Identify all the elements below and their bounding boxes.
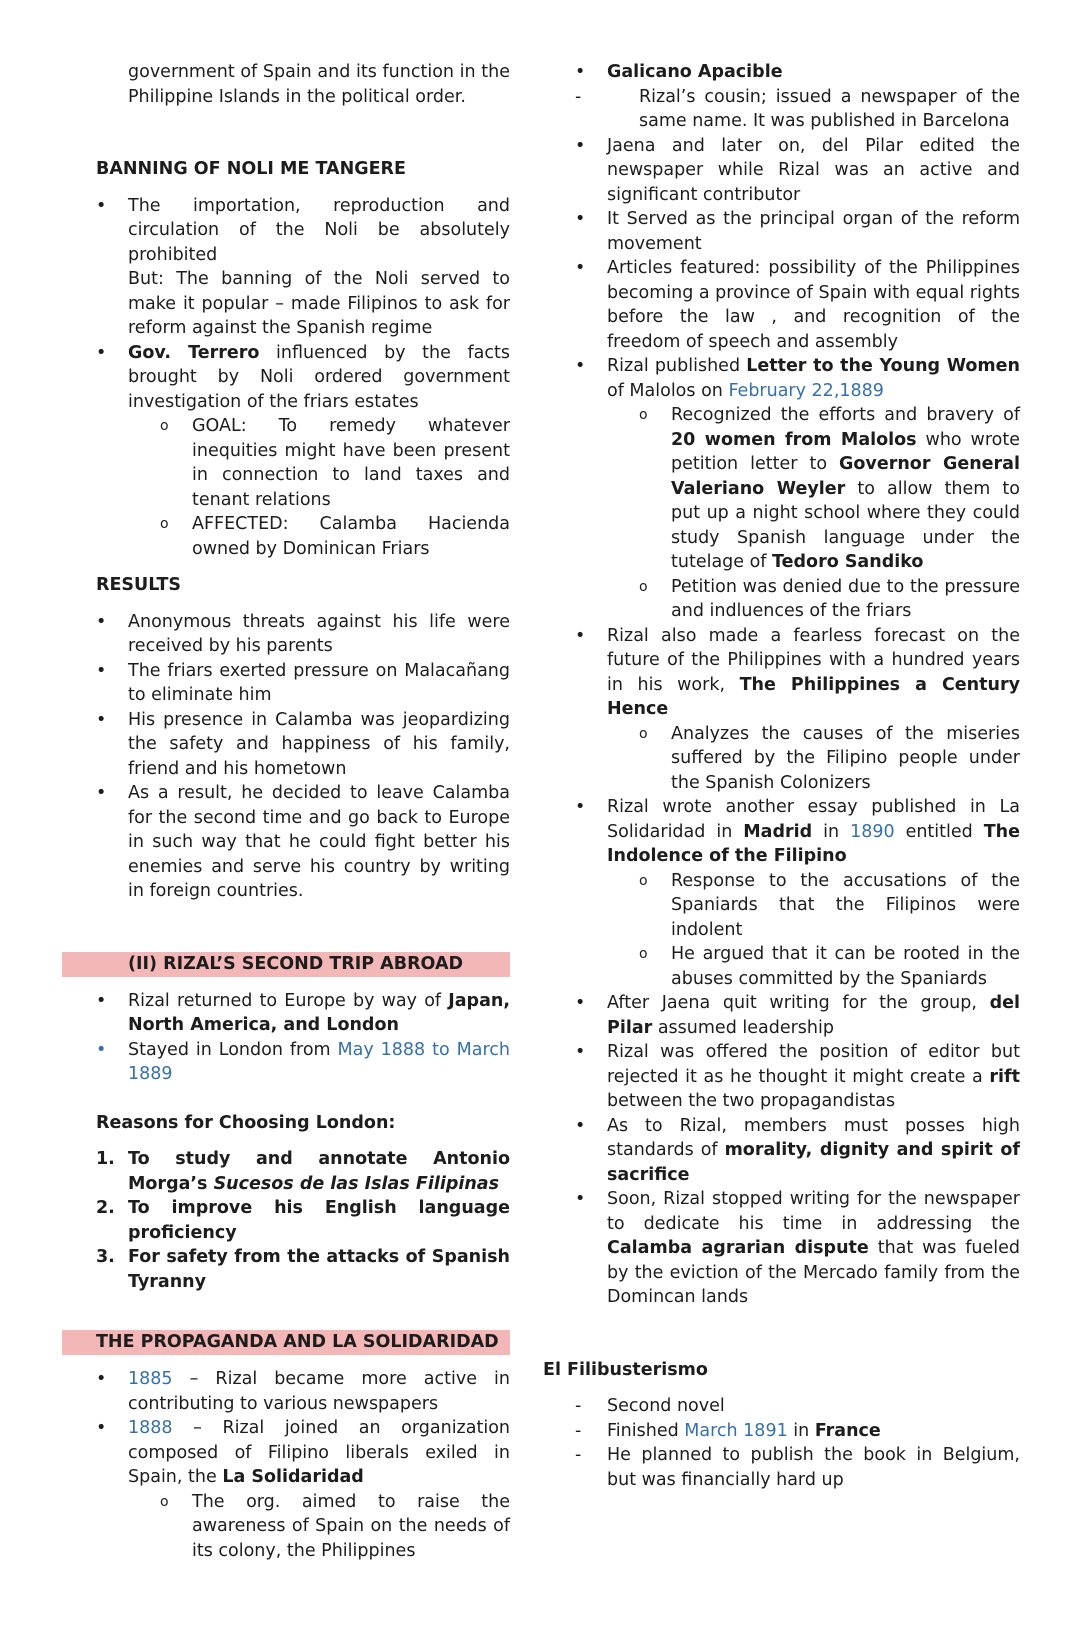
reason-text: For safety from the attacks of Spanish Tyranny [128,1247,510,1292]
list-item [575,624,1020,722]
governor-name: Governor General Valeriano Weyler [671,454,1020,499]
date-highlight: March 1891 [684,1420,788,1441]
essay-text: in [812,821,851,842]
trip-text: Rizal returned to Europe by way of [128,990,449,1011]
propaganda-text: – Rizal became more active in contributing to various newspapers [128,1369,510,1414]
sub-list-item: o Petition was denied due to the pressure and indluences of the friars [575,575,1020,624]
sub-list-item: o GOAL: To remedy whatever inequities might have been present in connection to land taxes and tenant relations [96,414,510,512]
trip-route: Japan, North America, and London [128,990,510,1035]
section-banner [62,1330,510,1355]
person-name: Galicano Apacible [607,62,783,82]
numbered-item [96,1196,510,1245]
list-item [96,989,510,1038]
intro-text: government of Spain and its function in the Philippine Islands in the political order. [128,62,510,107]
dash-item [575,1443,1020,1492]
leadership-text: assumed leadership [652,1017,834,1038]
date-highlight: May 1888 to March 1889 [128,1039,510,1084]
banning-item-text: The importation, reproduction and circulation of the Noli be absolutely prohibited [128,195,510,265]
women-group: 20 women from Malolos [671,429,917,450]
list-item: • The friars exerted pressure on Malacañang to eliminate him [96,659,510,708]
year-highlight: 1888 [128,1418,173,1438]
leadership-text: After Jaena quit writing for the group, [607,993,990,1013]
governor-name: Gov. Terrero [128,342,260,363]
numbered-item [96,1245,510,1294]
list-item: • Jaena and later on, del Pilar edited the newspaper while Rizal was an active and significant contributor [575,134,1020,208]
list-item: • His presence in Calamba was jeopardizing the safety and happiness of his family, friend and his hometown [96,708,510,782]
letter-detail: who wrote petition letter to [671,429,1020,474]
banning-heading: BANNING OF NOLI ME TANGERE [96,159,406,179]
dispute-name: Calamba agrarian dispute [607,1238,869,1258]
rift-word: rift [989,1066,1020,1087]
list-item [575,1114,1020,1188]
results-heading: RESULTS [96,575,182,595]
sub-list-item [575,403,1020,575]
soon-text: that was fueled by the eviction of the Mercado family from the Domincan lands [607,1238,1020,1307]
trip-text: Stayed in London from [128,1039,338,1060]
fili-text: He planned to publish the book in Belgium, but was financially hard up [607,1445,1020,1490]
sub-list-item: o The org. aimed to raise the awareness of Spain on the needs of its colony, the Philippines [96,1490,510,1564]
item-number: 2. [96,1198,115,1218]
list-item [96,1367,510,1416]
fili-text: Second novel [607,1396,725,1416]
list-item [575,60,1020,85]
reason-text: To study and annotate Antonio Morga’s [128,1149,510,1194]
date-highlight: February 22,1889 [728,380,884,401]
sub-list-item: o Response to the accusations of the Spaniards that the Filipinos were indolent [575,869,1020,943]
letter-text: Rizal published [607,356,747,376]
letter-title: Letter to the Young Women [746,356,1020,376]
tutor-name: Tedoro Sandiko [772,552,924,572]
right-column [543,60,1020,1492]
banning-item-text: influenced by the facts brought by Noli ordered government investigation of the friars estates [128,342,511,412]
list-item [575,1187,1020,1310]
list-item: • It Served as the principal organ of the reform movement [575,207,1020,256]
list-item [575,354,1020,403]
fili-text: in [787,1420,815,1441]
second-trip-heading: (II) RIZAL’S SECOND TRIP ABROAD [128,953,464,974]
year-highlight: 1890 [850,821,895,842]
editor-text: between the two propagandistas [607,1091,896,1111]
essay-text: Rizal wrote another essay published in La Solidaridad in [607,797,1020,842]
numbered-item [96,1147,510,1196]
dash-item [575,1394,1020,1419]
place-name: France [814,1420,881,1441]
book-title: Sucesos de las Islas Filipinas [213,1173,500,1194]
members-text: As to Rizal, members must posses high standards of [607,1115,1020,1160]
dash-item [575,1419,1020,1444]
essay-title: The Indolence of the Filipino [607,821,1020,866]
sub-list-item: o Analyzes the causes of the miseries suffered by the Filipino people under the Spanish Colonizers [575,722,1020,796]
propaganda-text: – Rizal joined an organization composed of Filipino liberals exiled in Spain, the [128,1418,510,1487]
forecast-text: Rizal also made a fearless forecast on the future of the Philippines with a hundred years in his work, [607,625,1020,695]
list-item: • Articles featured: possibility of the Philippines becoming a province of Spain with equal rights before the law , and recognition of the freedom of speech and assembly [575,256,1020,354]
dash-item: - Rizal’s cousin; issued a newspaper of the same name. It was published in Barcelona [575,85,1020,134]
list-item: • Anonymous threats against his life were received by his parents [96,610,510,659]
letter-detail: Recognized the efforts and bravery of [671,405,1020,425]
fili-text: Finished [607,1420,685,1441]
fili-heading: El Filibusterismo [543,1359,708,1380]
banning-item-continuation: But: The banning of the Noli served to make it popular – made Filipinos to ask for reform against the Spanish regime [128,269,510,338]
list-item [96,194,510,341]
place-name: Madrid [743,821,813,842]
list-item [96,341,510,415]
item-number: 1. [96,1149,115,1169]
list-item: • As a result, he decided to leave Calamba for the second time and go back to Europe in such way that he could fight better his enemies and serve his country by writing in foreign countries. [96,781,510,904]
organization-name: La Solidaridad [222,1467,364,1487]
section-banner [62,952,510,977]
reason-text: To improve his English language proficiency [128,1198,510,1243]
letter-detail: to allow them to put up a night school where they could study Spanish language under the tutelage of [671,478,1020,572]
list-item [575,1040,1020,1114]
propaganda-heading: THE PROPAGANDA AND LA SOLIDARIDAD [96,1332,499,1352]
editor-text: Rizal was offered the position of editor but rejected it as he thought it might create a [607,1042,1020,1087]
sub-list-item: o AFFECTED: Calamba Hacienda owned by Dominican Friars [96,512,510,561]
soon-text: Soon, Rizal stopped writing for the newspaper to dedicate his time in addressing the [607,1189,1020,1234]
letter-text: of Malolos on [607,380,729,401]
reasons-heading: Reasons for Choosing London: [96,1112,396,1133]
list-item [96,1038,510,1087]
sub-list-item: o He argued that it can be rooted in the abuses committed by the Spaniards [575,942,1020,991]
left-column [96,60,510,1563]
list-item [575,991,1020,1040]
list-item [575,795,1020,869]
list-item [96,1416,510,1490]
item-number: 3. [96,1247,115,1267]
person-name: del Pilar [607,993,1020,1038]
essay-text: entitled [894,821,984,842]
work-title: The Philippines a Century Hence [607,674,1020,719]
standards-list: morality, dignity and spirit of sacrifice [607,1140,1020,1185]
year-highlight: 1885 [128,1369,173,1389]
